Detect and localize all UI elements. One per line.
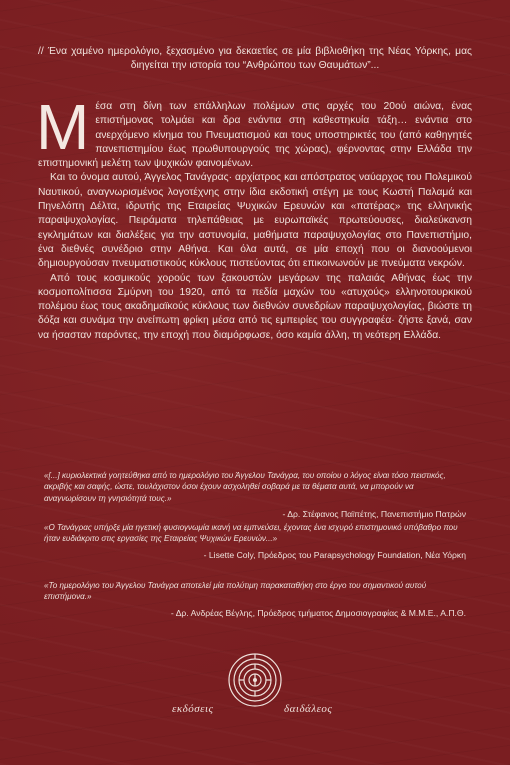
synopsis [36, 91, 472, 343]
publisher-word-right: δαιδάλεος [284, 703, 333, 715]
quote-text: «Το ημερολόγιο του Άγγελου Τανάγρα αποτελεί μία πολύτιμη παρακαταθήκη στο έργο του σημαντικού αυτού επιστήμονα.» [44, 581, 427, 602]
quote-text: «[...] κυριολεκτικά γοητεύθηκα από το ημερολόγιο του Άγγελου Τανάγρα, του οποίου ο λόγος είναι τόσο πειστικός, ακριβής και σαφής, ώστε, τουλάχιστον όσοι έχουν ασχοληθεί σοβαρά με τα θέματα αυτά, να μπορούν να αναγνωρίσουν τη γνησιότητά τους.» [44, 471, 446, 503]
paragraph-3: Από τους κοσμικούς χορούς των ξακουστών μεγάρων της παλαιάς Αθήνας έως την κοσμοπολίτισσα Σμύρνη του 1920, από τα πεδία μαχών του «ατυχούς» ελληνοτουρκικού πολέμου έως τους ακαδημαϊκούς κύκλους των διεθνών συνεδρίων παραψυχολογίας, βιώστε τη δόξα και συνάμα την ανείπωτη φρίκη μέσα από τις εμπειρίες του συγγραφέα· ζήστε ξανά, σαν να ήσασταν παρόντες, την εποχή που διαμόρφωσε, όσο καμία άλλη, τη νεότερη Ελλάδα. [38, 272, 472, 341]
quote-source: - Lisette Coly, Πρόεδρος του Parapsychology Foundation, Νέα Υόρκη [203, 549, 466, 560]
quote-text: «Ο Τανάγρας υπήρξε μία ηγετική φυσιογνωμία ικανή να εμπνεύσει, έχοντας ένα ισχυρό επιστημονικό υπόβαθρο που ήταν ευδιάκριτο στις εργασίες της Εταιρείας Ψυχικών Ερευνών...» [44, 523, 458, 544]
quote-3 [44, 580, 466, 619]
labyrinth-logo [227, 652, 283, 708]
quote-2 [44, 522, 466, 561]
back-cover [38, 0, 472, 765]
quote-1 [44, 470, 466, 521]
publisher-word-left: εκδόσεις [172, 703, 214, 715]
paragraph-2: Και το όνομα αυτού, Άγγελος Τανάγρας· αρχίατρος και απόστρατος ναύαρχος του Πολεμικού Ναυτικού, αναγνωρισμένος λογοτέχνης στην ίδια εκδοτική στέγη με τους Κωστή Παλαμά και Πηνελόπη Δέλτα, ιδρυτής της Εταιρείας Ψυχικών Ερευνών και «πατέρας» της ελληνικής παραψυχολογίας. Πειράματα τηλεπάθειας με ευρωπαϊκές πρωτεύουσες, διαλεύκανση εγκλημάτων και διαλέξεις για την αστυνομία, μαθήματα παραψυχολογίας στο Πανεπιστήμιο, ένα διεθνές συνέδριο στην Αθήνα. Και όλα αυτά, σε μία εποχή που οι διανοούμενοι δημιουργούσαν πνευματιστικούς κύκλους πιστεύοντας ότι επικοινωνούν με πνεύματα νεκρών. [38, 172, 472, 270]
drop-cap: Μ [36, 91, 90, 163]
paragraph-1: έσα στη δίνη των επάλληλων πολέμων στις αρχές του 20ού αιώνα, ένας επιστήμονας τολμάει και δρα ενάντια στη καθεστηκυία τάξη… ενάντια στο ανερχόμενο κίνημα του Πνευματισμού και τους υποστηρικτές του (από καθηγητές πανεπιστημίου έως πρωθυπουργούς της χώρας), φέρνοντας στην Ελλάδα την επιστημονική μελέτη των ψυχικών φαινομένων. [38, 101, 472, 170]
quote-source: - Δρ. Στέφανος Παϊπέτης, Πανεπιστήμιο Πατρών [282, 509, 466, 520]
quote-source: - Δρ. Ανδρέας Βέγλης, Πρόεδρος τμήματος Δημοσιογραφίας & Μ.Μ.Ε., Α.Π.Θ. [170, 607, 466, 618]
intro-text: // Ένα χαμένο ημερολόγιο, ξεχασμένο για δεκαετίες σε μία βιβλιοθήκη της Νέας Υόρκης, μας διηγείται την ιστορία του “Ανθρώπου των Θαυμάτων”... [38, 46, 472, 71]
